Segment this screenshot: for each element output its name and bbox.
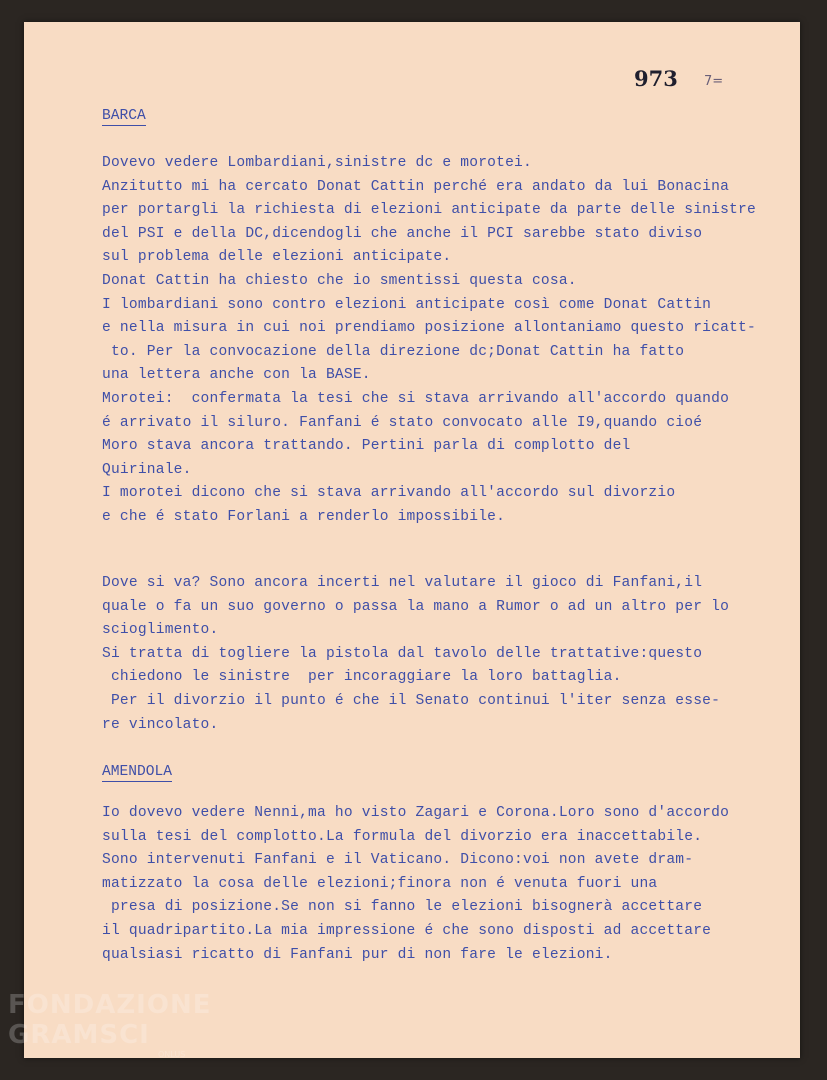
watermark-line-1: FONDAZIONE <box>8 990 212 1020</box>
typed-line: Per il divorzio il punto é che il Senato continui l'iter senza esse- <box>102 693 721 709</box>
typed-line: del PSI e della DC,dicendogli che anche il PCI sarebbe stato diviso <box>102 225 703 242</box>
typed-line: e che é stato Forlani a renderlo impossibile. <box>102 509 506 525</box>
watermark-line-2: GRAMSCI <box>8 1020 150 1050</box>
typed-line: Si tratta di togliere la pistola dal tavolo delle trattative:questo <box>102 645 703 662</box>
typed-line: per portargli la richiesta di elezioni anticipate da parte delle sinistre <box>102 202 756 219</box>
typed-line: matizzato la cosa delle elezioni;finora non é venuta fuori una <box>102 875 658 892</box>
typed-line: I morotei dicono che si stava arrivando all'accordo sul divorzio <box>102 485 676 502</box>
page-mark: 7= <box>704 74 724 89</box>
typed-line: chiedono le sinistre per incoraggiare la loro battaglia. <box>102 669 622 686</box>
typed-line: Dovevo vedere Lombardiani,sinistre dc e morotei. <box>102 155 532 171</box>
typed-line: una lettera anche con la BASE. <box>102 367 371 384</box>
section-heading-amendola: AMENDOLA <box>102 764 173 780</box>
typed-line: I lombardiani sono contro elezioni anticipate così come Donat Cattin <box>102 296 712 313</box>
typed-line: Io dovevo vedere Nenni,ma ho visto Zagari e Corona.Loro sono d'accordo <box>102 805 730 821</box>
typed-line: Donat Cattin ha chiesto che io smentissi questa cosa. <box>102 273 577 289</box>
typed-line: il quadripartito.La mia impressione é che sono disposti ad accettare <box>102 923 712 939</box>
typed-line: Moro stava ancora trattando. Pertini parla di complotto del <box>102 438 631 455</box>
typed-line: Morotei: confermata la tesi che si stava arrivando all'accordo quando <box>102 391 730 407</box>
typed-line: sul problema delle elezioni anticipate. <box>102 249 452 266</box>
typed-line: é arrivato il siluro. Fanfani é stato convocato alle I9,quando cioé <box>102 414 703 431</box>
fondazione-gramsci-watermark <box>8 990 211 1060</box>
typed-line: to. Per la convocazione della direzione dc;Donat Cattin ha fatto <box>102 343 685 360</box>
watermark-line-3: ONLUS <box>158 1050 186 1059</box>
page-number: 973 <box>634 66 678 91</box>
document-page <box>24 22 800 1058</box>
typed-line: scioglimento. <box>102 622 219 639</box>
typed-line: Anzitutto mi ha cercato Donat Cattin perché era andato da lui Bonacina <box>102 178 730 195</box>
typed-line: qualsiasi ricatto di Fanfani pur di non fare le elezioni. <box>102 946 613 963</box>
section-heading-barca: BARCA <box>102 108 146 124</box>
typed-line: re vincolato. <box>102 716 219 733</box>
typed-line: Dove si va? Sono ancora incerti nel valutare il gioco di Fanfani,il <box>102 575 703 591</box>
typed-line: e nella misura in cui noi prendiamo posizione allontaniamo questo ricatt- <box>102 320 756 337</box>
typed-line: presa di posizione.Se non si fanno le elezioni bisognerà accettare <box>102 899 703 916</box>
typed-line: sulla tesi del complotto.La formula del divorzio era inaccettabile. <box>102 828 703 845</box>
typed-line: Quirinale. <box>102 461 192 478</box>
typed-line: quale o fa un suo governo o passa la mano a Rumor o ad un altro per lo <box>102 598 730 615</box>
typed-line: Sono intervenuti Fanfani e il Vaticano. Dicono:voi non avete dram- <box>102 852 694 869</box>
